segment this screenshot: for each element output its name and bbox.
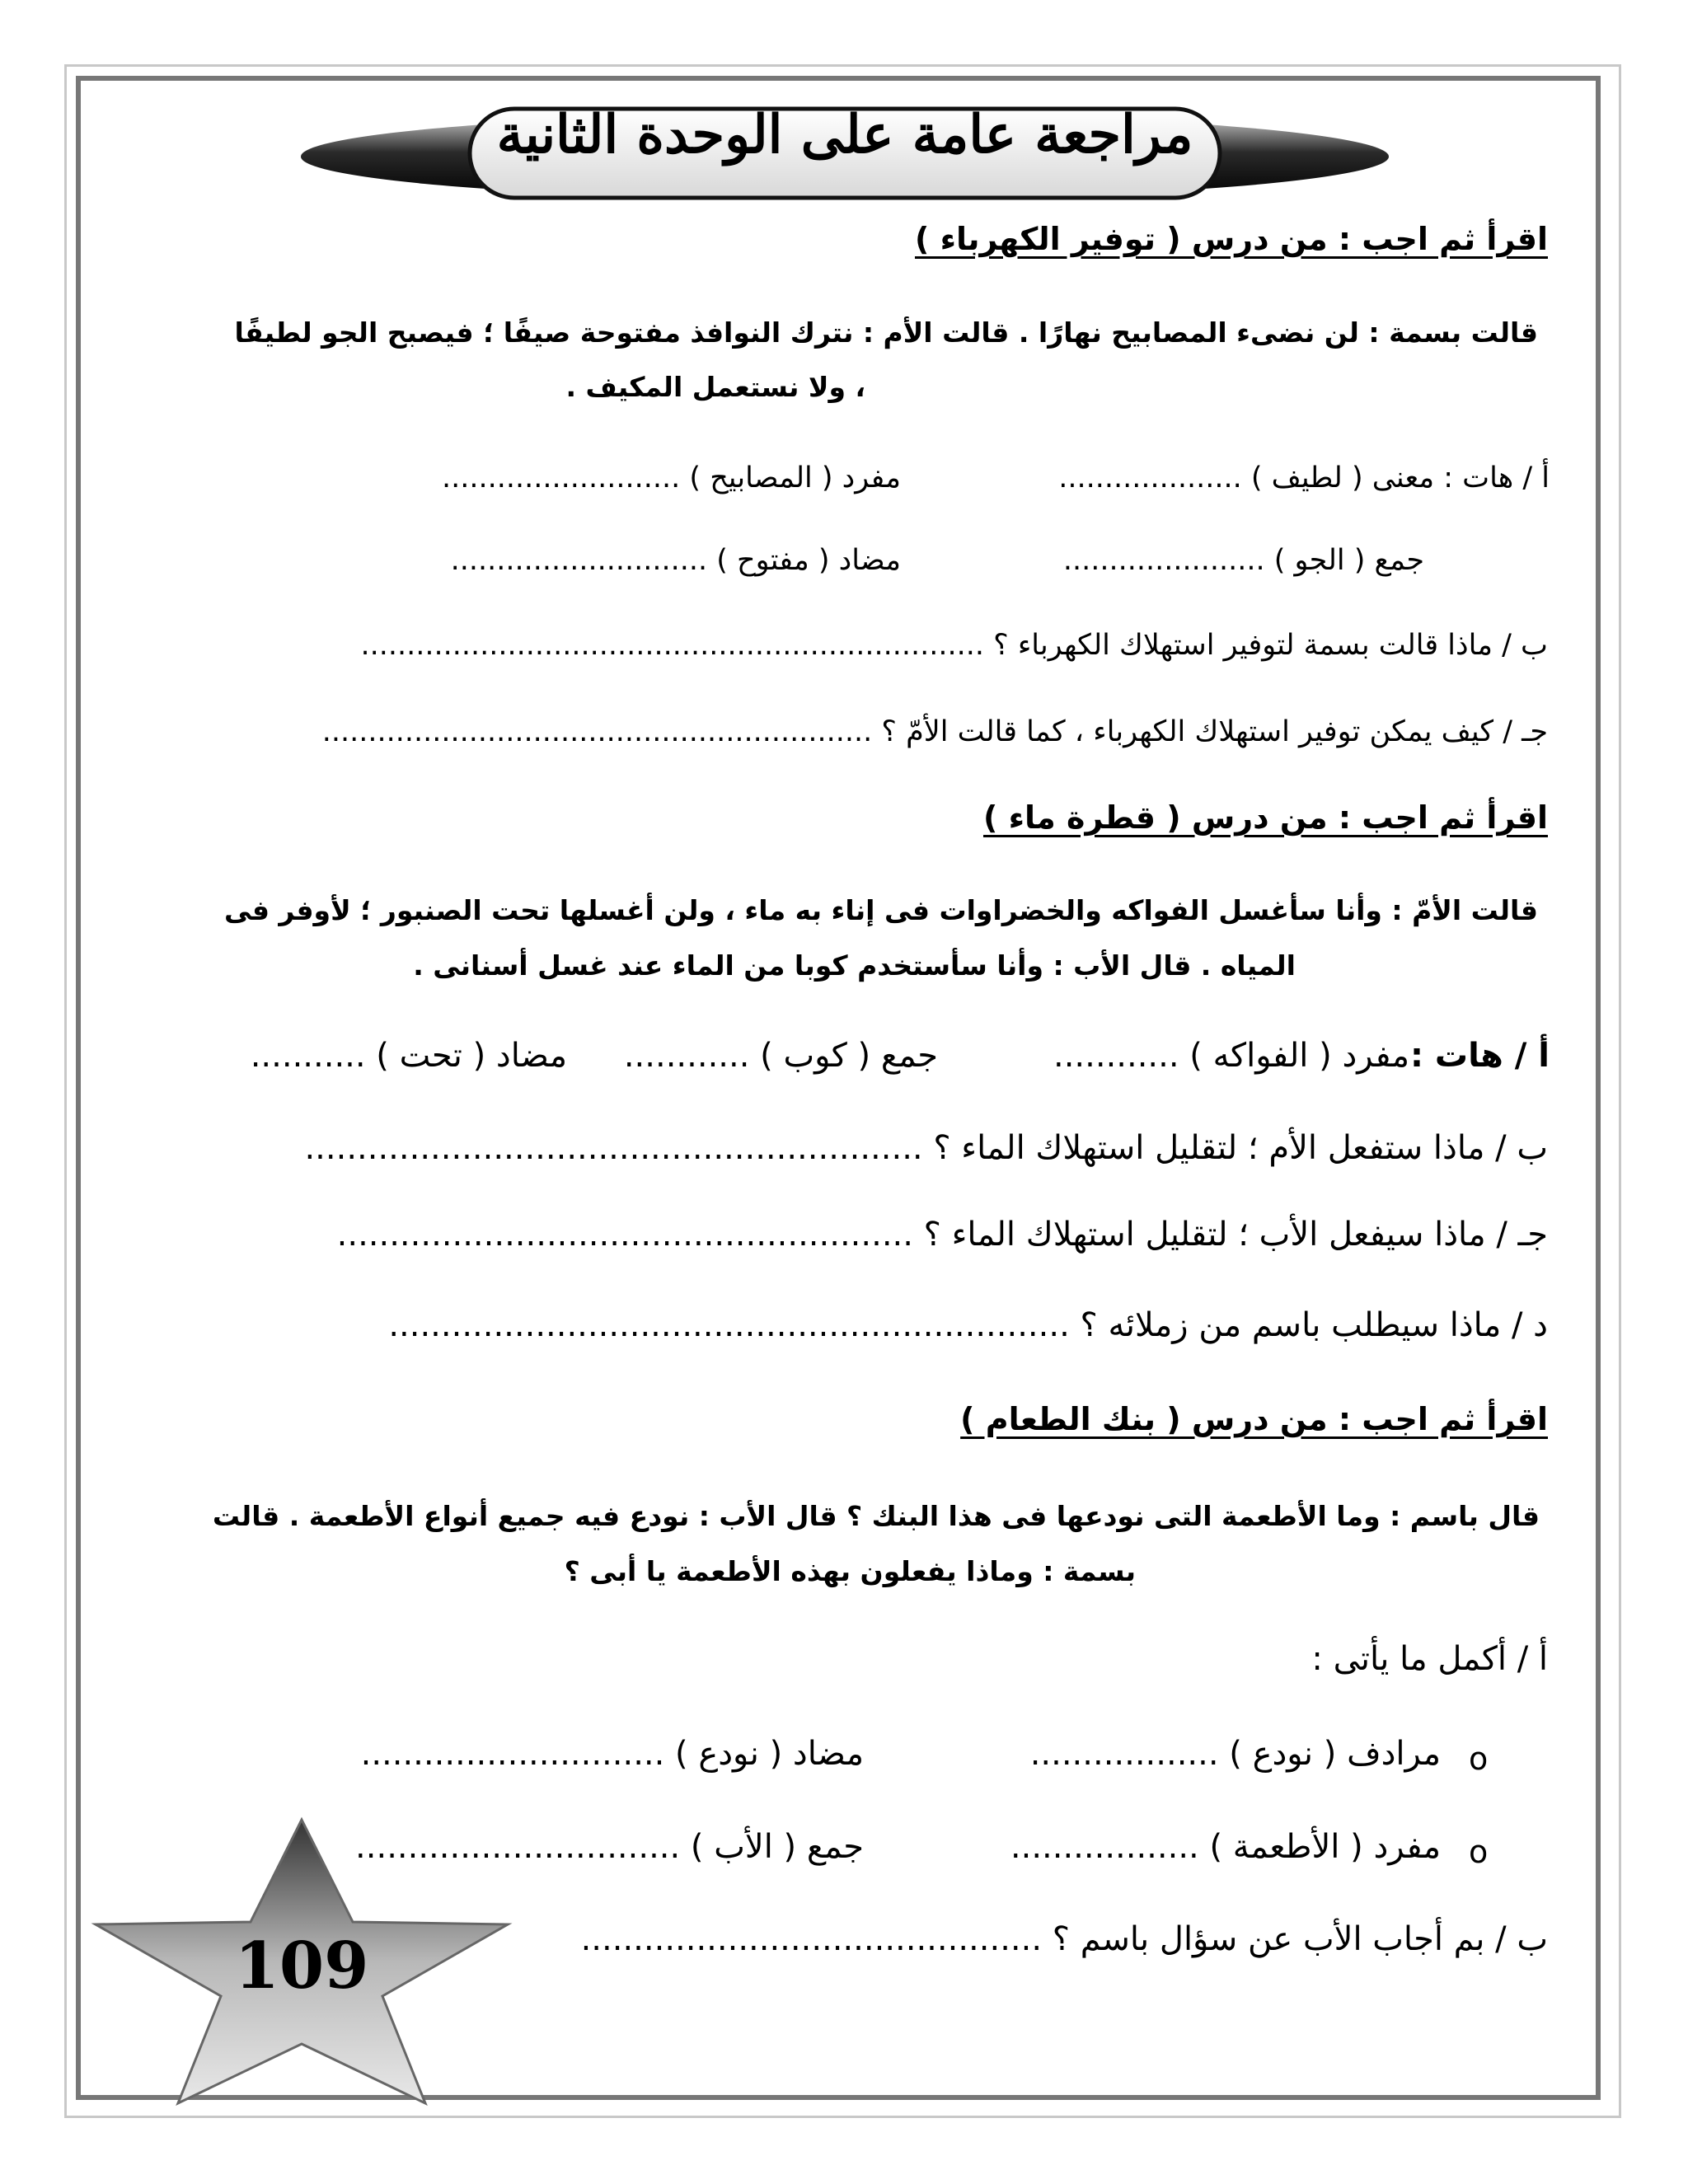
section3-passage-line2: بسمة : وماذا يفعلون بهذه الأطعمة يا أبى ؟ [564,1555,1136,1587]
section1-passage-line1: قالت بسمة : لن نضىء المصابيح نهارًا . قالت الأم : نترك النوافذ مفتوحة صيفًا ؛ فيصبح الجو لطيفًا [234,316,1538,349]
section2-passage-line1: قالت الأمّ : وأنا سأغسل الفواكه والخضراوات فى إناء به ماء ، ولن أغسلها تحت الصنبور ؛ لأوفر فى [223,894,1538,926]
section2-heading: اقرأ ثم اجب : من درس ( قطرة ماء ) [982,799,1548,836]
section3-question-a: أ / أكمل ما يأتى : [1311,1640,1548,1678]
section1-question-c: جـ / كيف يمكن توفير استهلاك الكهرباء ، كما قالت الأمّ ؟ ............................................................ [321,715,1548,748]
section3-plural: جمع ( الأب ) ............................... [355,1828,864,1866]
section3-synonym: مرادف ( نودع ) .................. [1029,1735,1441,1773]
section1-question-a-meaning: أ / هات : معنى ( لطيف ) .................... [1058,462,1550,494]
page-number: 109 [234,1929,369,2004]
bullet-marker: o [1469,1741,1489,1777]
section1-passage-line2: ، ولا نستعمل المكيف . [565,371,865,403]
section3-heading: اقرأ ثم اجب : من درس ( بنك الطعام ) [960,1401,1548,1437]
section2-question-c: جـ / ماذا سيفعل الأب ؛ لتقليل استهلاك الماء ؟ ....................................................... [336,1216,1548,1254]
section2-question-a-singular: مفرد ( الفواكه ) ............ [1053,1037,1409,1075]
section3-singular: مفرد ( الأطعمة ) .................. [1010,1828,1441,1866]
section2-passage-line2: المياه . قال الأب : وأنا سأستخدم كوبا من الماء عند غسل أسنانى . [413,949,1296,982]
section2-question-a-label: أ / هات : [1409,1037,1550,1075]
section3-question-b: ب / بم أجاب الأب عن سؤال باسم ؟ ............................................ [580,1920,1548,1958]
section2-question-d: د / ماذا سيطلب باسم من زملائه ؟ ................................................................. [388,1306,1548,1344]
section2-question-a-plural: جمع ( كوب ) ............ [623,1037,938,1075]
section2-question-a-opposite: مضاد ( تحت ) ........... [250,1037,567,1075]
page-title: مراجعة عامة على الوحدة الثانية [496,104,1193,166]
section3-passage-line1: قال باسم : وما الأطعمة التى نودعها فى هذا البنك ؟ قال الأب : نودع فيه جميع أنواع الأطعمة . قالت [212,1500,1540,1532]
section1-question-a-plural: جمع ( الجو ) ...................... [1062,544,1424,577]
section1-question-b: ب / ماذا قالت بسمة لتوفير استهلاك الكهرباء ؟ .................................................................... [360,629,1548,662]
section1-question-a-singular: مفرد ( المصابيح ) .......................... [442,462,901,494]
section1-heading: اقرأ ثم اجب : من درس ( توفير الكهرباء ) [914,221,1548,257]
section2-question-b: ب / ماذا ستفعل الأم ؛ لتقليل استهلاك الماء ؟ ........................................................... [304,1129,1548,1167]
section1-question-a-opposite: مضاد ( مفتوح ) ............................ [450,544,901,577]
bullet-marker: o [1469,1834,1489,1870]
section3-opposite: مضاد ( نودع ) ............................. [360,1735,864,1773]
